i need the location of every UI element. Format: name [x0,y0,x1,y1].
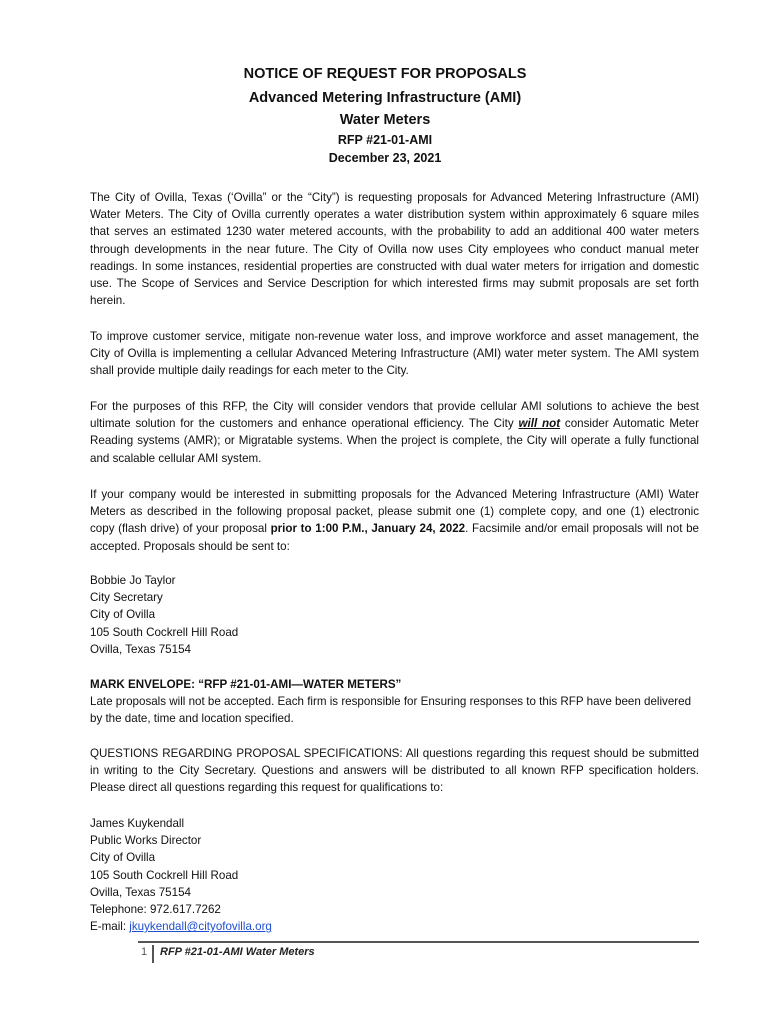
vendor-text-before: For the purposes of this RFP, the City will consider vendors that provide cellular AMI solutions to achieve the best ultimate solution for the customers and enhance operational efficiency. The City [90,400,699,431]
email-link[interactable]: jkuykendall@cityofovilla.org [129,920,272,934]
footer-divider [152,945,154,963]
recipient-org: City of Ovilla [90,608,156,622]
email-label: E-mail: [90,920,130,934]
submission-paragraph [90,486,699,555]
submission-text-before: If your company would be interested in submitting proposals for the Advanced Metering Infrastructure (AMI) Water Meters as described in the following proposal packet, please submit one (1) complete copy, and one (1) electronic copy (flash drive) of your proposal [90,488,699,536]
contact-email-line [90,918,699,935]
contact-org: City of Ovilla [90,851,156,865]
late-proposals-text: Late proposals will not be accepted. Each firm is responsible for Ensuring responses to this RFP have been delivered by the date, time and location specified. [90,695,692,726]
project-subtitle: Water Meters [339,112,431,128]
page-number: 1 [141,946,148,958]
vendor-paragraph [90,398,699,467]
contact-title: Public Works Director [90,834,202,848]
recipient-city: Ovilla, Texas 75154 [90,642,191,656]
intro-paragraph: The City of Ovilla, Texas (‘Ovilla” or the “City”) is requesting proposals for Advanced Metering Infrastructure (AMI) Water Meters. The City of Ovilla currently operates a water distribution system within approximately 6 square miles that serves an estimated 1230 water metered accounts, with the probability to add an additional 400 water meters through developments in the near future. The City of Ovilla now uses City employees who conduct manual meter readings. In some instances, residential properties are constructed with dual water meters for irrigation and domestic use. The Scope of Services and Service Description for which interested firms may submit proposals are set forth herein. [90,191,699,308]
contact-address [90,815,699,935]
vendor-text-after: consider Automatic Meter Reading systems (AMR); or Migratable systems. When the project is complete, the City will operate a fully functional and scalable cellular AMI system. [90,417,699,465]
footer-rule [138,941,699,943]
will-not-emphasis: will not [518,417,561,431]
recipient-name: Bobbie Jo Taylor [90,574,176,587]
submission-text-after: . Facsimile and/or email proposals will not be accepted. Proposals should be sent to: [90,522,699,553]
recipient-title: City Secretary [90,591,163,605]
contact-name: James Kuykendall [90,817,185,830]
contact-phone: Telephone: 972.617.7262 [90,903,221,917]
mark-envelope: MARK ENVELOPE: “RFP #21-01-AMI—WATER METERS” [90,678,402,691]
footer-title: RFP #21-01-AMI Water Meters [160,946,315,958]
submission-address [90,572,699,658]
project-title: Advanced Metering Infrastructure (AMI) [248,90,522,106]
deadline-text: prior to 1:00 P.M., January 24, 2022 [270,522,466,536]
questions-paragraph: QUESTIONS REGARDING PROPOSAL SPECIFICATIONS: All questions regarding this request should be submitted in writing to the City Secretary. Questions and answers will be distributed to all known RFP specification holders. Please direct all questions regarding this request for qualifications to: [90,747,699,795]
notice-date: December 23, 2021 [328,151,442,165]
notice-title: NOTICE OF REQUEST FOR PROPOSALS [243,66,527,82]
contact-street: 105 South Cockrell Hill Road [90,868,239,882]
improvement-paragraph: To improve customer service, mitigate non-revenue water loss, and improve workforce and asset management, the City of Ovilla is implementing a cellular Advanced Metering Infrastructure (AMI) water meter system. The AMI system shall provide multiple daily readings for each meter to the City. [90,330,699,378]
recipient-street: 105 South Cockrell Hill Road [90,625,239,639]
contact-city: Ovilla, Texas 75154 [90,885,191,899]
rfp-number: RFP #21-01-AMI [337,133,433,147]
